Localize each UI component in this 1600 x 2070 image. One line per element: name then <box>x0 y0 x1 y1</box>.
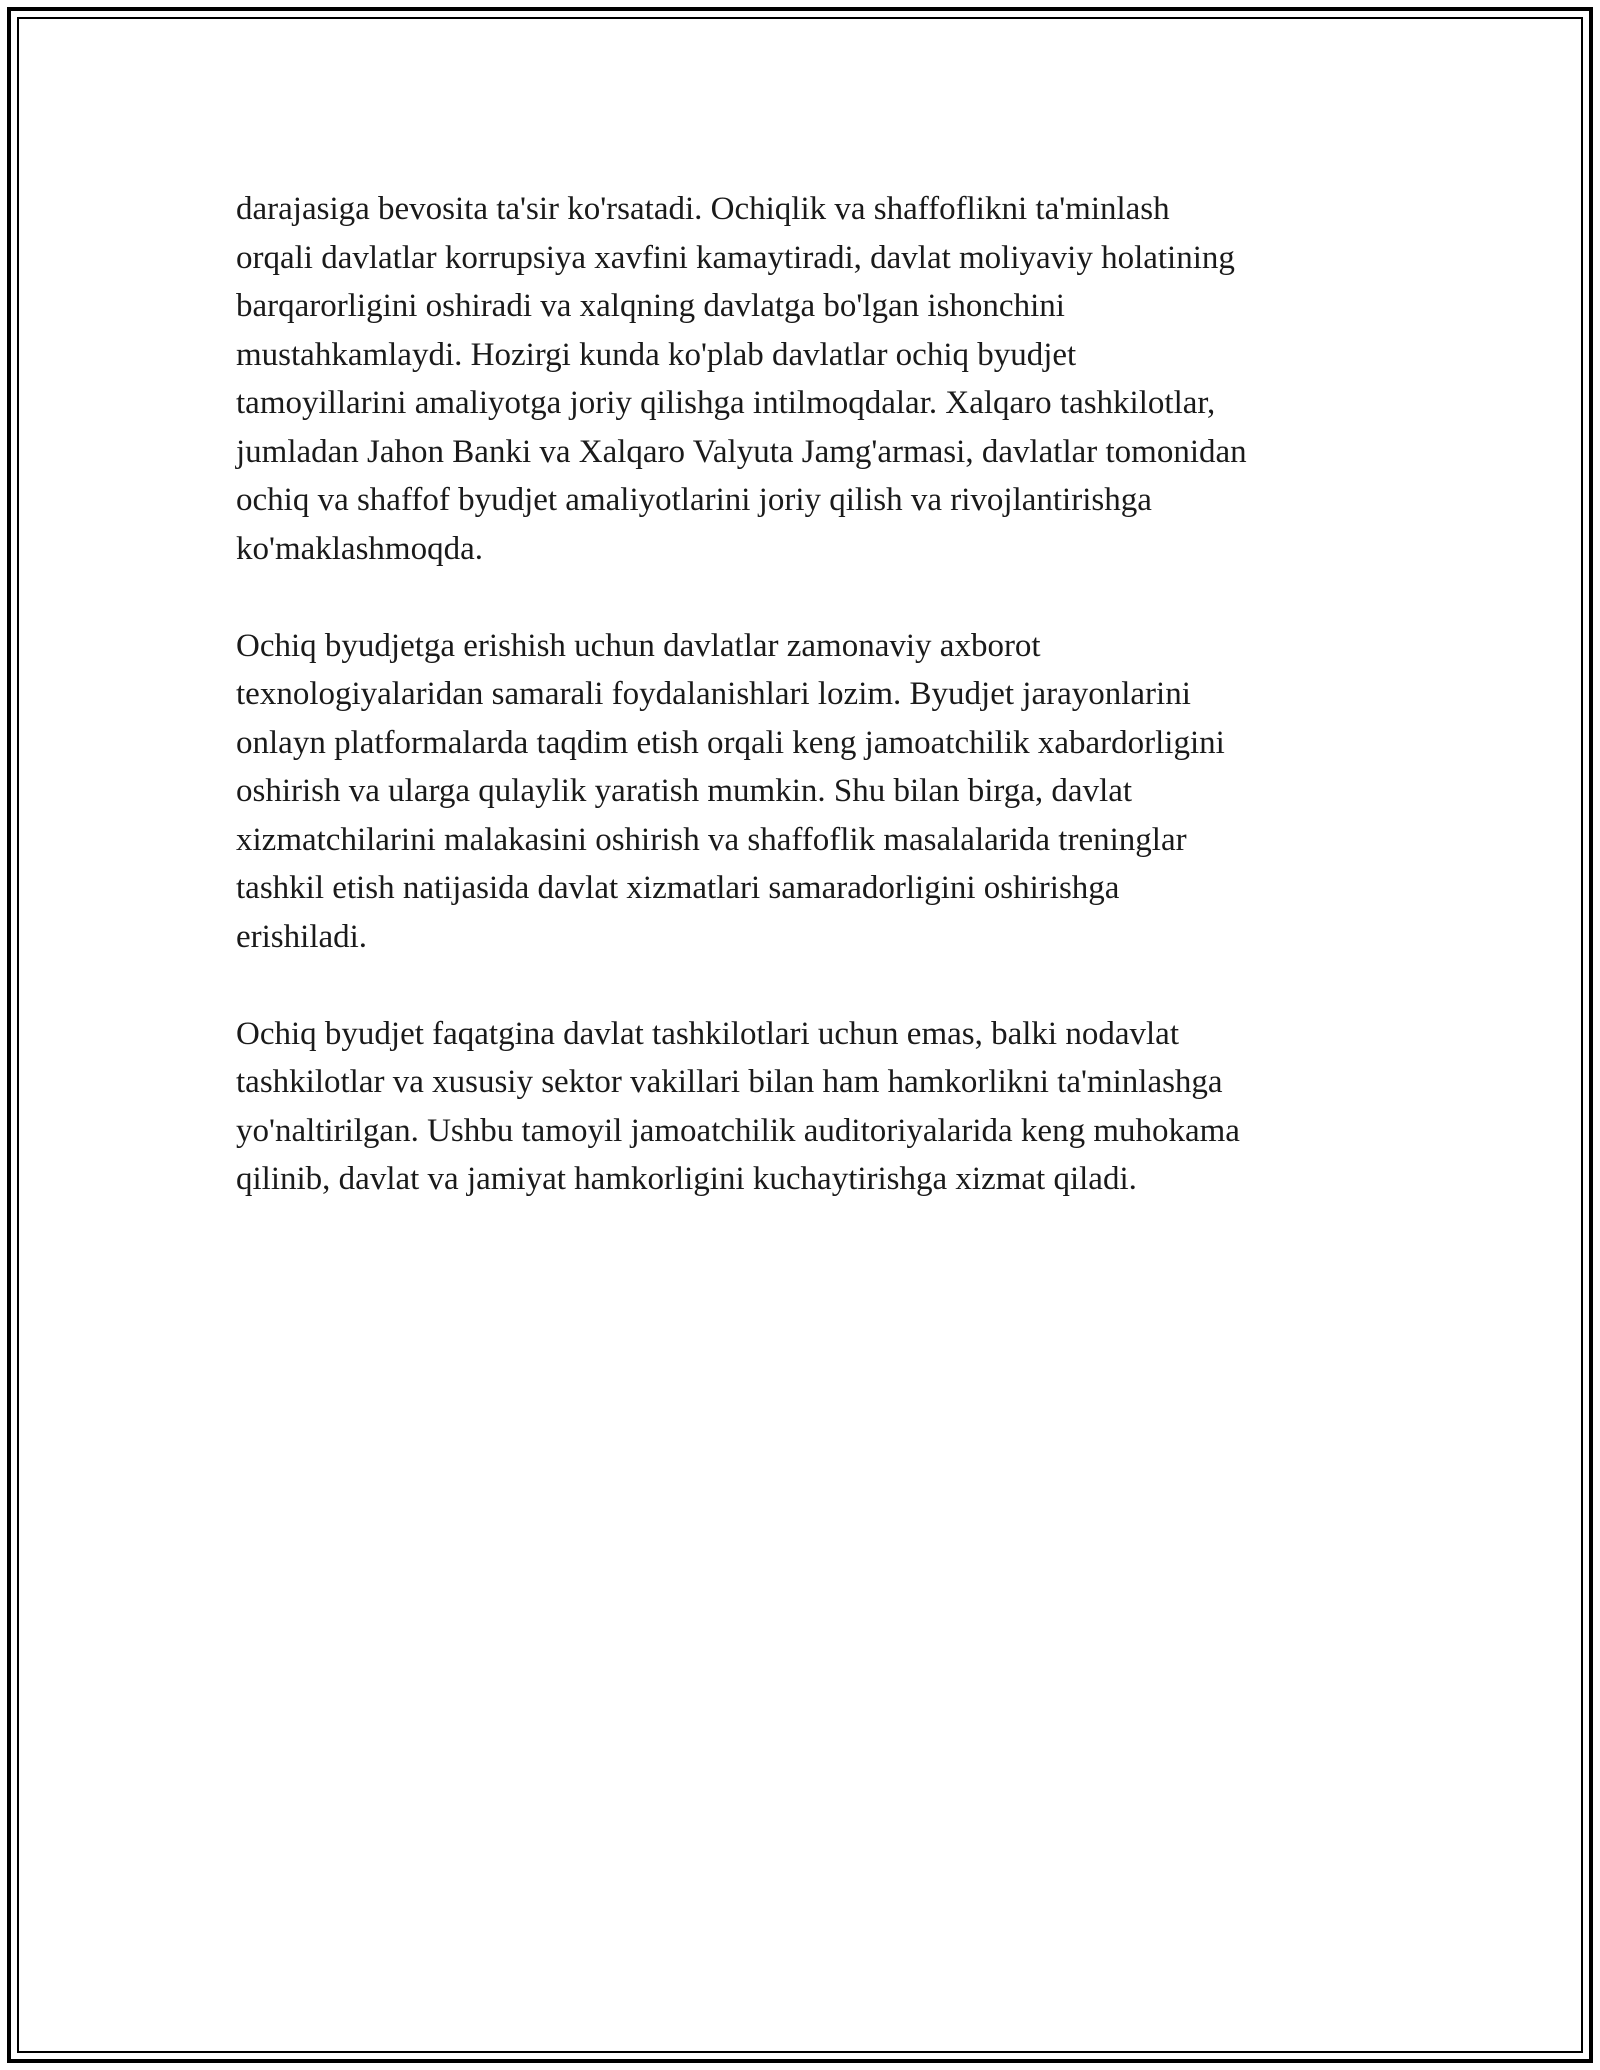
text-line: jumladan Jahon Banki va Xalqaro Valyuta Jamg'armasi, davlatlar tomonidan <box>236 433 1247 470</box>
paragraph-2 <box>236 622 1376 962</box>
text-line: tamoyillarini amaliyotga joriy qilishga intilmoqdalar. Xalqaro tashkilotlar, <box>236 385 1216 421</box>
text-line: barqarorligini oshiradi va xalqning davlatga bo'lgan ishonchini <box>236 288 1065 324</box>
paragraph-1 <box>236 185 1376 573</box>
paragraph-3 <box>236 1010 1376 1204</box>
text-line: darajasiga bevosita ta'sir ko'rsatadi. Ochiqlik va shaffoflikni ta'minlash <box>236 191 1170 227</box>
text-line: yo'naltirilgan. Ushbu tamoyil jamoatchilik auditoriyalarida keng muhokama <box>236 1112 1240 1149</box>
text-line: ochiq va shaffof byudjet amaliyotlarini joriy qilish va rivojlantirishga <box>236 482 1152 518</box>
text-line: texnologiyalaridan samarali foydalanishlari lozim. Byudjet jarayonlarini <box>236 676 1191 712</box>
text-line: onlayn platformalarda taqdim etish orqali keng jamoatchilik xabardorligini <box>236 724 1225 761</box>
text-line: mustahkamlaydi. Hozirgi kunda ko'plab davlatlar ochiq byudjet <box>236 336 1077 373</box>
text-line: qilinib, davlat va jamiyat hamkorligini kuchaytirishga xizmat qiladi. <box>236 1161 1137 1197</box>
text-line: oshirish va ularga qulaylik yaratish mumkin. Shu bilan birga, davlat <box>236 773 1133 809</box>
text-line: tashkil etish natijasida davlat xizmatlari samaradorligini oshirishga <box>236 870 1120 906</box>
text-line: Ochiq byudjet faqatgina davlat tashkilotlari uchun emas, balki nodavlat <box>236 1015 1179 1052</box>
text-line: ko'maklashmoqda. <box>236 530 483 567</box>
document-body <box>236 185 1376 1252</box>
text-line: orqali davlatlar korrupsiya xavfini kamaytiradi, davlat moliyaviy holatining <box>236 239 1235 276</box>
text-line: Ochiq byudjetga erishish uchun davlatlar zamonaviy axborot <box>236 627 1041 664</box>
text-line: tashkilotlar va xususiy sektor vakillari bilan ham hamkorlikni ta'minlashga <box>236 1064 1223 1100</box>
text-line: erishiladi. <box>236 918 368 955</box>
text-line: xizmatchilarini malakasini oshirish va shaffoflik masalalarida treninglar <box>236 821 1187 858</box>
